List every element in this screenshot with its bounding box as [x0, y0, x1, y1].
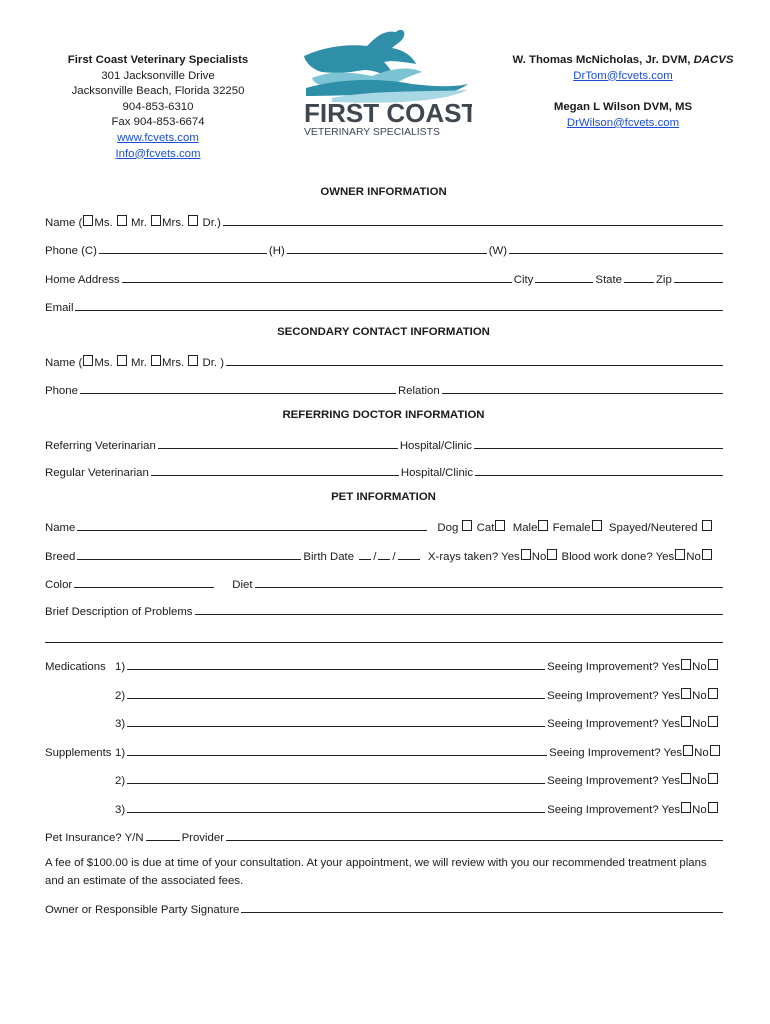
female-checkbox[interactable] [592, 520, 602, 531]
supplement-1-field[interactable] [127, 744, 547, 756]
sup-2-yes-checkbox[interactable] [681, 773, 691, 784]
secondary-phone-label: Phone [45, 385, 78, 397]
supplement-2-field[interactable] [127, 772, 545, 784]
owner-phone-row [45, 242, 725, 257]
phone-h-label: (H) [268, 245, 285, 257]
problems-row-2 [45, 631, 725, 643]
doctor-1-email-link[interactable]: DrTom@fcvets.com [573, 69, 673, 82]
owner-email-label: Email [45, 302, 74, 314]
diet-field[interactable] [255, 576, 724, 588]
city-field[interactable] [535, 271, 593, 283]
regular-vet-label: Regular Veterinarian [45, 467, 149, 479]
regular-vet-row [45, 464, 725, 479]
clinic-email-link[interactable]: Info@fcvets.com [115, 147, 201, 160]
supplement-3-field[interactable] [127, 801, 545, 813]
referring-vet-field[interactable] [158, 437, 398, 449]
supplements-label: Supplements [45, 747, 112, 759]
supplement-row-2: 2) Seeing Improvement? Yes No [45, 772, 725, 787]
regular-vet-field[interactable] [151, 464, 399, 476]
color-label: Color [45, 579, 73, 591]
secondary-name-label: Name ( [45, 357, 83, 369]
breed-label: Breed [45, 551, 76, 563]
doctor-2-email-link[interactable]: DrWilson@fcvets.com [566, 116, 680, 129]
med-3-no-checkbox[interactable] [708, 716, 718, 727]
pet-heading: PET INFORMATION [331, 491, 436, 503]
owner-mrs-checkbox[interactable] [151, 215, 161, 226]
breed-field[interactable] [77, 548, 301, 560]
birth-month-field[interactable] [359, 548, 371, 560]
clinic-contact-block [48, 53, 268, 162]
secondary-mr-checkbox[interactable] [117, 355, 127, 366]
supplement-row-1: Supplements 1) Seeing Improvement? Yes No [45, 744, 725, 759]
signature-label: Owner or Responsible Party Signature [45, 904, 240, 916]
signature-row [45, 901, 725, 916]
pet-breed-row: Breed Birth Date / / X-rays taken? Yes No Blood work done? Yes No [45, 548, 725, 563]
owner-heading: OWNER INFORMATION [320, 186, 447, 198]
med-1-yes-checkbox[interactable] [681, 659, 691, 670]
owner-dr-checkbox[interactable] [188, 215, 198, 226]
city-label: City [513, 274, 534, 286]
supplement-row-3: 3) Seeing Improvement? Yes No [45, 801, 725, 816]
pet-name-label: Name [45, 522, 76, 534]
problems-field-2[interactable] [45, 631, 723, 643]
secondary-phone-field[interactable] [80, 382, 396, 394]
male-checkbox[interactable] [538, 520, 548, 531]
diet-label: Diet [232, 579, 253, 591]
problems-row [45, 603, 725, 618]
owner-email-row [45, 299, 725, 314]
xrays-no-checkbox[interactable] [547, 549, 557, 560]
color-field[interactable] [74, 576, 214, 588]
med-2-yes-checkbox[interactable] [681, 688, 691, 699]
provider-field[interactable] [226, 829, 723, 841]
secondary-dr-checkbox[interactable] [188, 355, 198, 366]
secondary-name-row: Name ( Ms. Mr. Mrs. Dr. ) [45, 354, 725, 369]
dog-cat-wave-logo-icon [292, 26, 472, 144]
insurance-row [45, 829, 725, 844]
owner-email-field[interactable] [75, 299, 723, 311]
pet-name-row: Name Dog Cat Male Female Spayed/Neutered [45, 519, 725, 534]
birth-year-field[interactable] [398, 548, 420, 560]
medication-row-3: 3) Seeing Improvement? Yes No [45, 715, 725, 730]
zip-field[interactable] [674, 271, 723, 283]
doctor-1-name: W. Thomas McNicholas, Jr. DVM, DACVS [512, 54, 734, 66]
secondary-name-field[interactable] [226, 354, 723, 366]
phone-c-label: Phone (C) [45, 245, 97, 257]
problems-label: Brief Description of Problems [45, 606, 193, 618]
logo-subtitle: VETERINARY SPECIALISTS [304, 127, 440, 138]
regular-hospital-label: Hospital/Clinic [400, 467, 474, 479]
clinic-address-line1: 301 Jacksonville Drive [101, 69, 215, 82]
doctor-2-name: Megan L Wilson DVM, MS [553, 101, 693, 114]
spayed-neutered-checkbox[interactable] [702, 520, 712, 531]
doctors-block [500, 53, 746, 131]
medication-1-field[interactable] [127, 658, 545, 670]
state-label: State [595, 274, 622, 286]
xrays-yes-checkbox[interactable] [521, 549, 531, 560]
fee-notice: A fee of $100.00 is due at time of your consultation. At your appointment, we will review with you our recommended treatment plans and an estimate of the associated fees. [45, 857, 707, 887]
clinic-fax: Fax 904-853-6674 [111, 116, 205, 129]
sup-1-yes-checkbox[interactable] [683, 745, 693, 756]
secondary-phone-row [45, 382, 725, 397]
birth-date-label: Birth Date [303, 551, 355, 563]
bloodwork-yes-checkbox[interactable] [675, 549, 685, 560]
medications-label: Medications [45, 661, 106, 673]
clinic-website-link[interactable]: www.fcvets.com [117, 131, 199, 144]
pet-name-field[interactable] [77, 519, 427, 531]
phone-c-field[interactable] [99, 242, 267, 254]
signature-field[interactable] [241, 901, 723, 913]
secondary-ms-checkbox[interactable] [83, 355, 93, 366]
state-field[interactable] [624, 271, 654, 283]
zip-label: Zip [655, 274, 672, 286]
medication-2-field[interactable] [127, 687, 545, 699]
referring-hospital-label: Hospital/Clinic [399, 440, 472, 452]
referring-hospital-field[interactable] [474, 437, 723, 449]
med-3-yes-checkbox[interactable] [681, 716, 691, 727]
cat-checkbox[interactable] [495, 520, 505, 531]
clinic-logo [292, 26, 472, 144]
med-1-no-checkbox[interactable] [708, 659, 718, 670]
birth-day-field[interactable] [378, 548, 390, 560]
pet-color-row [45, 576, 725, 591]
sup-2-no-checkbox[interactable] [708, 773, 718, 784]
clinic-name: First Coast Veterinary Specialists [67, 54, 249, 66]
medication-3-field[interactable] [127, 715, 545, 727]
owner-name-row: Name ( Ms. Mr. Mrs. Dr.) [45, 214, 725, 229]
sup-3-yes-checkbox[interactable] [681, 802, 691, 813]
owner-mr-checkbox[interactable] [117, 215, 127, 226]
owner-ms-checkbox[interactable] [83, 215, 93, 226]
medication-row-1: Medications 1) Seeing Improvement? Yes No [45, 658, 725, 673]
referring-vet-row [45, 437, 725, 452]
referring-vet-label: Referring Veterinarian [45, 440, 156, 452]
insurance-field[interactable] [146, 829, 180, 841]
phone-w-field[interactable] [509, 242, 723, 254]
med-2-no-checkbox[interactable] [708, 688, 718, 699]
provider-label: Provider [181, 832, 224, 844]
bloodwork-no-checkbox[interactable] [702, 549, 712, 560]
secondary-heading: SECONDARY CONTACT INFORMATION [277, 326, 490, 338]
owner-name-label: Name ( [45, 217, 83, 229]
relation-field[interactable] [442, 382, 723, 394]
phone-w-label: (W) [488, 245, 508, 257]
sup-3-no-checkbox[interactable] [708, 802, 718, 813]
clinic-address-line2: Jacksonville Beach, Florida 32250 [71, 85, 245, 98]
referring-heading: REFERRING DOCTOR INFORMATION [282, 409, 485, 421]
regular-hospital-field[interactable] [475, 464, 723, 476]
problems-field[interactable] [195, 603, 724, 615]
dog-checkbox[interactable] [462, 520, 472, 531]
secondary-mrs-checkbox[interactable] [151, 355, 161, 366]
clinic-phone: 904-853-6310 [122, 100, 194, 113]
insurance-label: Pet Insurance? Y/N [45, 832, 144, 844]
home-address-field[interactable] [122, 271, 512, 283]
phone-h-field[interactable] [287, 242, 487, 254]
sup-1-no-checkbox[interactable] [710, 745, 720, 756]
owner-name-field[interactable] [223, 214, 723, 226]
owner-address-row [45, 271, 725, 286]
doctor-1-title: DACVS [693, 54, 734, 66]
home-address-label: Home Address [45, 274, 120, 286]
logo-title: FIRST COAST [304, 98, 472, 128]
relation-label: Relation [397, 385, 440, 397]
medication-row-2: 2) Seeing Improvement? Yes No [45, 687, 725, 702]
